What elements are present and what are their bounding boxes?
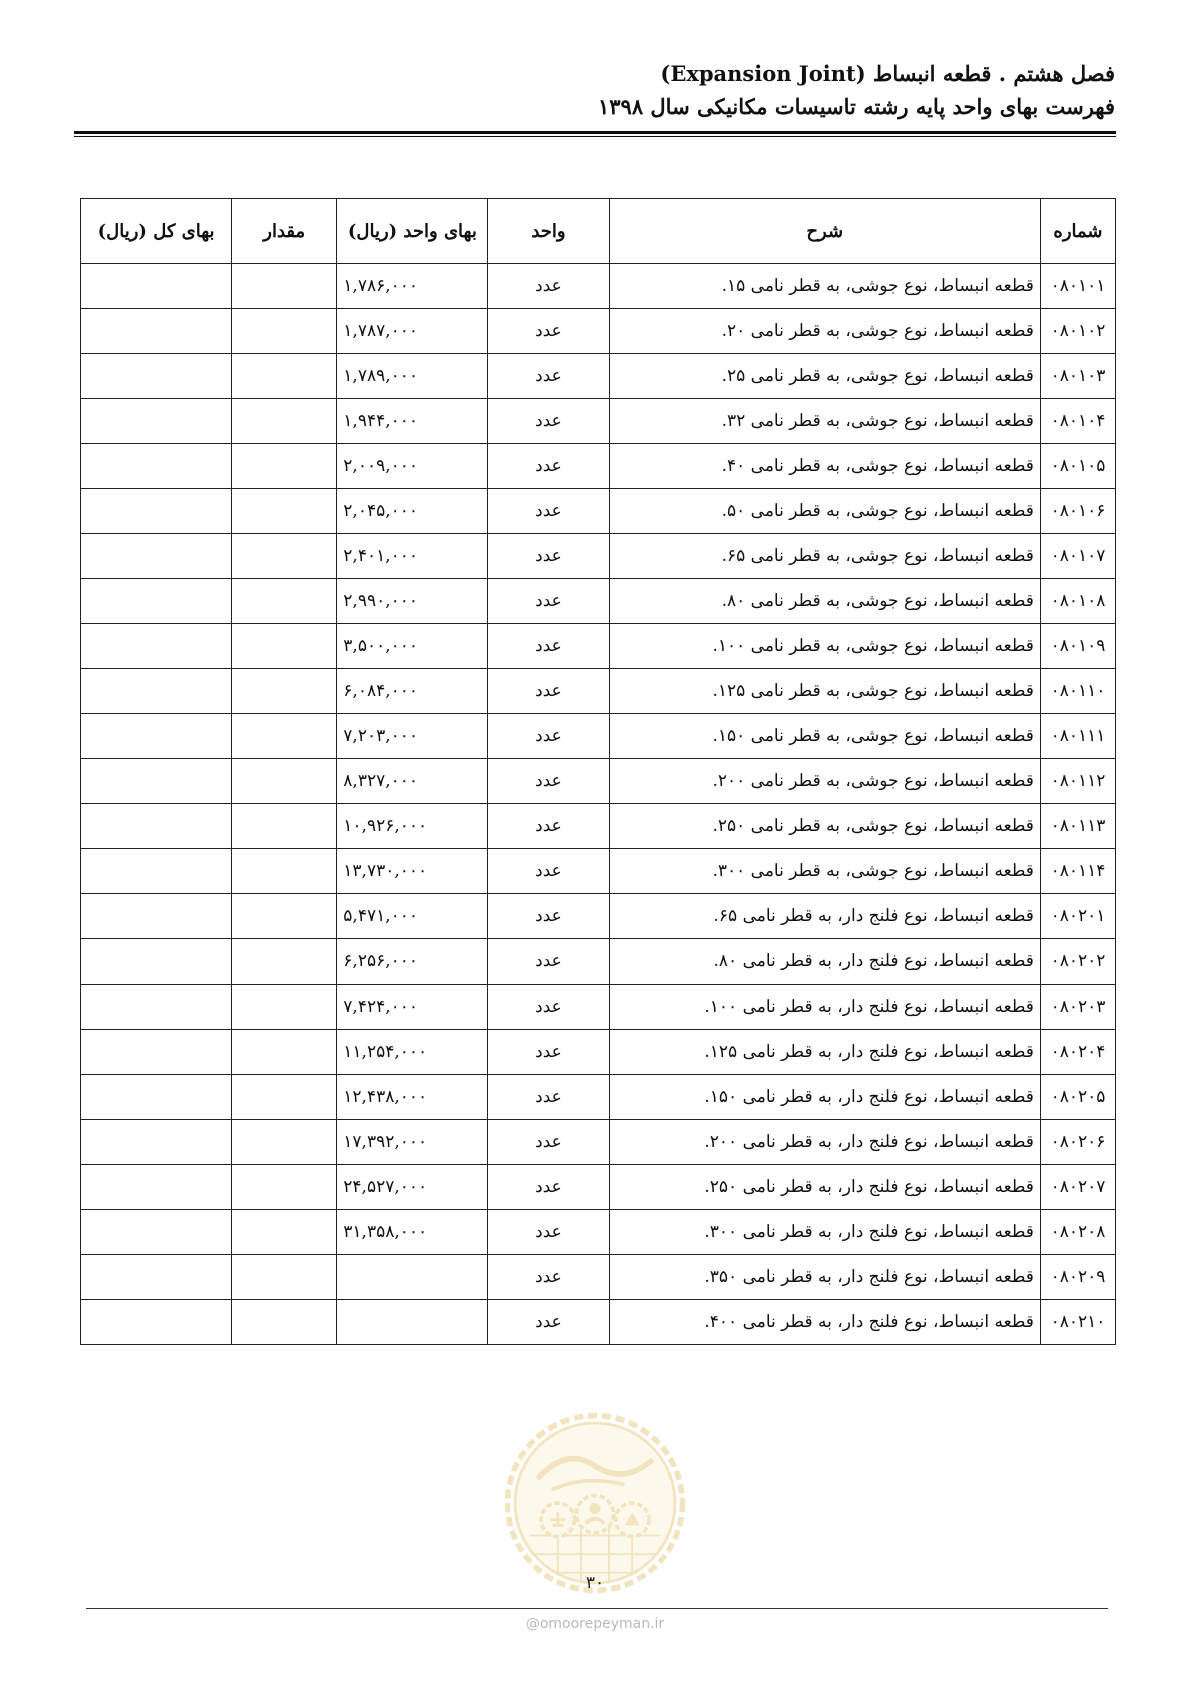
website-watermark: @omoorepeyman.ir [525, 1616, 665, 1632]
table-row [81, 984, 1116, 1029]
item-quantity [232, 264, 337, 309]
table-row [81, 669, 1116, 714]
table-row [81, 1254, 1116, 1299]
item-total-price [81, 1209, 232, 1254]
item-number: ۰۸۰۲۰۸ [1040, 1209, 1115, 1254]
item-unit: عدد [488, 1029, 609, 1074]
item-number: ۰۸۰۱۰۷ [1040, 534, 1115, 579]
item-quantity [232, 1254, 337, 1299]
item-unit: عدد [488, 309, 609, 354]
item-unit-price: ۵,۴۷۱,۰۰۰ [337, 894, 488, 939]
item-quantity [232, 1164, 337, 1209]
item-number: ۰۸۰۱۰۵ [1040, 444, 1115, 489]
item-quantity [232, 939, 337, 984]
item-total-price [81, 1119, 232, 1164]
item-unit-price: ۱۳,۷۳۰,۰۰۰ [337, 849, 488, 894]
item-quantity [232, 354, 337, 399]
item-unit-price: ۱۷,۳۹۲,۰۰۰ [337, 1119, 488, 1164]
column-header-unit-price: بهای واحد (ریال) [337, 199, 488, 264]
item-unit: عدد [488, 939, 609, 984]
item-total-price [81, 1029, 232, 1074]
item-description: قطعه انبساط، نوع جوشی، به قطر نامی ۲۵۰. [609, 804, 1040, 849]
header-rule-thin [74, 136, 1116, 137]
item-total-price [81, 489, 232, 534]
item-description: قطعه انبساط، نوع فلنج دار، به قطر نامی ۸۰. [609, 939, 1040, 984]
item-description: قطعه انبساط، نوع جوشی، به قطر نامی ۳۰۰. [609, 849, 1040, 894]
item-total-price [81, 534, 232, 579]
item-unit-price: ۳,۵۰۰,۰۰۰ [337, 624, 488, 669]
item-unit: عدد [488, 579, 609, 624]
item-number: ۰۸۰۱۰۹ [1040, 624, 1115, 669]
item-quantity [232, 849, 337, 894]
item-description: قطعه انبساط، نوع جوشی، به قطر نامی ۳۲. [609, 399, 1040, 444]
item-number: ۰۸۰۲۰۶ [1040, 1119, 1115, 1164]
table-row [81, 309, 1116, 354]
item-unit: عدد [488, 1299, 609, 1344]
item-quantity [232, 624, 337, 669]
footer-rule [86, 1608, 1108, 1609]
item-unit: عدد [488, 399, 609, 444]
item-description: قطعه انبساط، نوع فلنج دار، به قطر نامی ۳۰۰. [609, 1209, 1040, 1254]
item-unit: عدد [488, 849, 609, 894]
table-row [81, 894, 1116, 939]
item-unit: عدد [488, 1119, 609, 1164]
item-number: ۰۸۰۱۱۴ [1040, 849, 1115, 894]
item-number: ۰۸۰۱۰۴ [1040, 399, 1115, 444]
item-description: قطعه انبساط، نوع جوشی، به قطر نامی ۴۰. [609, 444, 1040, 489]
item-description: قطعه انبساط، نوع فلنج دار، به قطر نامی ۴۰۰. [609, 1299, 1040, 1344]
item-description: قطعه انبساط، نوع جوشی، به قطر نامی ۶۵. [609, 534, 1040, 579]
item-unit-price: ۷,۲۰۳,۰۰۰ [337, 714, 488, 759]
column-header-unit: واحد [488, 199, 609, 264]
item-description: قطعه انبساط، نوع فلنج دار، به قطر نامی ۲۰۰. [609, 1119, 1040, 1164]
item-unit: عدد [488, 489, 609, 534]
page-header [65, 60, 1115, 124]
item-unit-price: ۶,۰۸۴,۰۰۰ [337, 669, 488, 714]
table-row [81, 804, 1116, 849]
header-rule-thick [74, 131, 1116, 134]
omoore-peyman-logo-watermark [502, 1410, 688, 1596]
item-quantity [232, 714, 337, 759]
item-unit-price: ۱,۷۸۷,۰۰۰ [337, 309, 488, 354]
item-total-price [81, 894, 232, 939]
price-table [80, 198, 1116, 1345]
column-header-total: بهای کل (ریال) [81, 199, 232, 264]
item-unit-price: ۳۱,۳۵۸,۰۰۰ [337, 1209, 488, 1254]
item-number: ۰۸۰۱۱۰ [1040, 669, 1115, 714]
item-total-price [81, 1074, 232, 1119]
item-quantity [232, 1299, 337, 1344]
column-header-quantity: مقدار [232, 199, 337, 264]
item-description: قطعه انبساط، نوع جوشی، به قطر نامی ۱۵. [609, 264, 1040, 309]
item-number: ۰۸۰۲۰۳ [1040, 984, 1115, 1029]
item-unit-price: ۱۱,۲۵۴,۰۰۰ [337, 1029, 488, 1074]
table-row [81, 939, 1116, 984]
item-unit-price [337, 1254, 488, 1299]
item-total-price [81, 849, 232, 894]
item-description: قطعه انبساط، نوع جوشی، به قطر نامی ۲۵. [609, 354, 1040, 399]
item-unit: عدد [488, 669, 609, 714]
document-subtitle: فهرست بهای واحد پایه رشته تاسیسات مکانیکی سال ۱۳۹۸ [597, 94, 1115, 119]
item-description: قطعه انبساط، نوع فلنج دار، به قطر نامی ۳۵۰. [609, 1254, 1040, 1299]
item-unit: عدد [488, 354, 609, 399]
table-row [81, 624, 1116, 669]
table-row [81, 264, 1116, 309]
item-total-price [81, 714, 232, 759]
item-number: ۰۸۰۱۰۱ [1040, 264, 1115, 309]
chapter-title: فصل هشتم . قطعه انبساط (Expansion Joint) [660, 61, 1115, 86]
item-unit: عدد [488, 444, 609, 489]
item-total-price [81, 1254, 232, 1299]
item-number: ۰۸۰۲۰۹ [1040, 1254, 1115, 1299]
table-row [81, 1029, 1116, 1074]
item-quantity [232, 489, 337, 534]
item-number: ۰۸۰۲۰۵ [1040, 1074, 1115, 1119]
item-description: قطعه انبساط، نوع جوشی، به قطر نامی ۱۲۵. [609, 669, 1040, 714]
item-description: قطعه انبساط، نوع فلنج دار، به قطر نامی ۱۲۵. [609, 1029, 1040, 1074]
item-description: قطعه انبساط، نوع فلنج دار، به قطر نامی ۲۵۰. [609, 1164, 1040, 1209]
item-quantity [232, 669, 337, 714]
item-description: قطعه انبساط، نوع جوشی، به قطر نامی ۸۰. [609, 579, 1040, 624]
column-header-description: شرح [609, 199, 1040, 264]
item-quantity [232, 399, 337, 444]
item-number: ۰۸۰۱۱۳ [1040, 804, 1115, 849]
item-quantity [232, 444, 337, 489]
item-quantity [232, 1209, 337, 1254]
item-unit-price: ۱,۷۸۹,۰۰۰ [337, 354, 488, 399]
item-unit: عدد [488, 1209, 609, 1254]
table-row [81, 489, 1116, 534]
item-total-price [81, 804, 232, 849]
item-quantity [232, 1119, 337, 1164]
item-unit: عدد [488, 534, 609, 579]
item-description: قطعه انبساط، نوع جوشی، به قطر نامی ۱۰۰. [609, 624, 1040, 669]
item-unit: عدد [488, 264, 609, 309]
item-number: ۰۸۰۱۰۶ [1040, 489, 1115, 534]
item-total-price [81, 309, 232, 354]
item-unit-price [337, 1299, 488, 1344]
table-row [81, 1299, 1116, 1344]
item-number: ۰۸۰۱۰۳ [1040, 354, 1115, 399]
item-number: ۰۸۰۲۰۴ [1040, 1029, 1115, 1074]
item-number: ۰۸۰۲۰۷ [1040, 1164, 1115, 1209]
item-quantity [232, 1074, 337, 1119]
item-quantity [232, 894, 337, 939]
item-description: قطعه انبساط، نوع فلنج دار، به قطر نامی ۶۵. [609, 894, 1040, 939]
item-unit: عدد [488, 759, 609, 804]
item-total-price [81, 984, 232, 1029]
page-number: ۳۰ [585, 1573, 605, 1593]
column-header-number: شماره [1040, 199, 1115, 264]
item-unit: عدد [488, 804, 609, 849]
item-unit: عدد [488, 1074, 609, 1119]
table-row [81, 1119, 1116, 1164]
item-unit-price: ۱۲,۴۳۸,۰۰۰ [337, 1074, 488, 1119]
table-row [81, 1164, 1116, 1209]
item-total-price [81, 939, 232, 984]
item-unit: عدد [488, 984, 609, 1029]
table-row [81, 849, 1116, 894]
item-description: قطعه انبساط، نوع جوشی، به قطر نامی ۵۰. [609, 489, 1040, 534]
table-row [81, 579, 1116, 624]
item-number: ۰۸۰۲۰۱ [1040, 894, 1115, 939]
item-unit: عدد [488, 1254, 609, 1299]
table-body [81, 264, 1116, 1345]
item-quantity [232, 804, 337, 849]
item-number: ۰۸۰۱۱۲ [1040, 759, 1115, 804]
item-quantity [232, 534, 337, 579]
table-row [81, 1209, 1116, 1254]
item-quantity [232, 984, 337, 1029]
item-unit: عدد [488, 894, 609, 939]
item-unit-price: ۲,۴۰۱,۰۰۰ [337, 534, 488, 579]
item-total-price [81, 669, 232, 714]
item-number: ۰۸۰۱۱۱ [1040, 714, 1115, 759]
item-total-price [81, 579, 232, 624]
item-total-price [81, 759, 232, 804]
item-number: ۰۸۰۲۰۲ [1040, 939, 1115, 984]
item-unit-price: ۱,۷۸۶,۰۰۰ [337, 264, 488, 309]
item-quantity [232, 309, 337, 354]
item-description: قطعه انبساط، نوع جوشی، به قطر نامی ۱۵۰. [609, 714, 1040, 759]
item-unit-price: ۲۴,۵۲۷,۰۰۰ [337, 1164, 488, 1209]
item-total-price [81, 399, 232, 444]
item-number: ۰۸۰۲۱۰ [1040, 1299, 1115, 1344]
item-description: قطعه انبساط، نوع فلنج دار، به قطر نامی ۱۰۰. [609, 984, 1040, 1029]
item-unit-price: ۲,۰۰۹,۰۰۰ [337, 444, 488, 489]
item-unit: عدد [488, 1164, 609, 1209]
item-unit-price: ۱۰,۹۲۶,۰۰۰ [337, 804, 488, 849]
item-unit-price: ۷,۴۲۴,۰۰۰ [337, 984, 488, 1029]
item-unit: عدد [488, 624, 609, 669]
item-quantity [232, 759, 337, 804]
item-total-price [81, 264, 232, 309]
item-unit-price: ۲,۹۹۰,۰۰۰ [337, 579, 488, 624]
table-row [81, 1074, 1116, 1119]
table-row [81, 534, 1116, 579]
item-total-price [81, 444, 232, 489]
item-total-price [81, 354, 232, 399]
item-total-price [81, 1299, 232, 1344]
table-header-row [81, 199, 1116, 264]
item-total-price [81, 1164, 232, 1209]
item-unit-price: ۶,۲۵۶,۰۰۰ [337, 939, 488, 984]
item-total-price [81, 624, 232, 669]
table-row [81, 444, 1116, 489]
item-quantity [232, 579, 337, 624]
item-unit-price: ۱,۹۴۴,۰۰۰ [337, 399, 488, 444]
item-unit-price: ۲,۰۴۵,۰۰۰ [337, 489, 488, 534]
item-number: ۰۸۰۱۰۲ [1040, 309, 1115, 354]
item-unit-price: ۸,۳۲۷,۰۰۰ [337, 759, 488, 804]
item-quantity [232, 1029, 337, 1074]
item-number: ۰۸۰۱۰۸ [1040, 579, 1115, 624]
item-description: قطعه انبساط، نوع فلنج دار، به قطر نامی ۱۵۰. [609, 1074, 1040, 1119]
item-description: قطعه انبساط، نوع جوشی، به قطر نامی ۲۰. [609, 309, 1040, 354]
item-description: قطعه انبساط، نوع جوشی، به قطر نامی ۲۰۰. [609, 759, 1040, 804]
table-row [81, 759, 1116, 804]
table-row [81, 354, 1116, 399]
item-unit: عدد [488, 714, 609, 759]
table-row [81, 714, 1116, 759]
table-row [81, 399, 1116, 444]
